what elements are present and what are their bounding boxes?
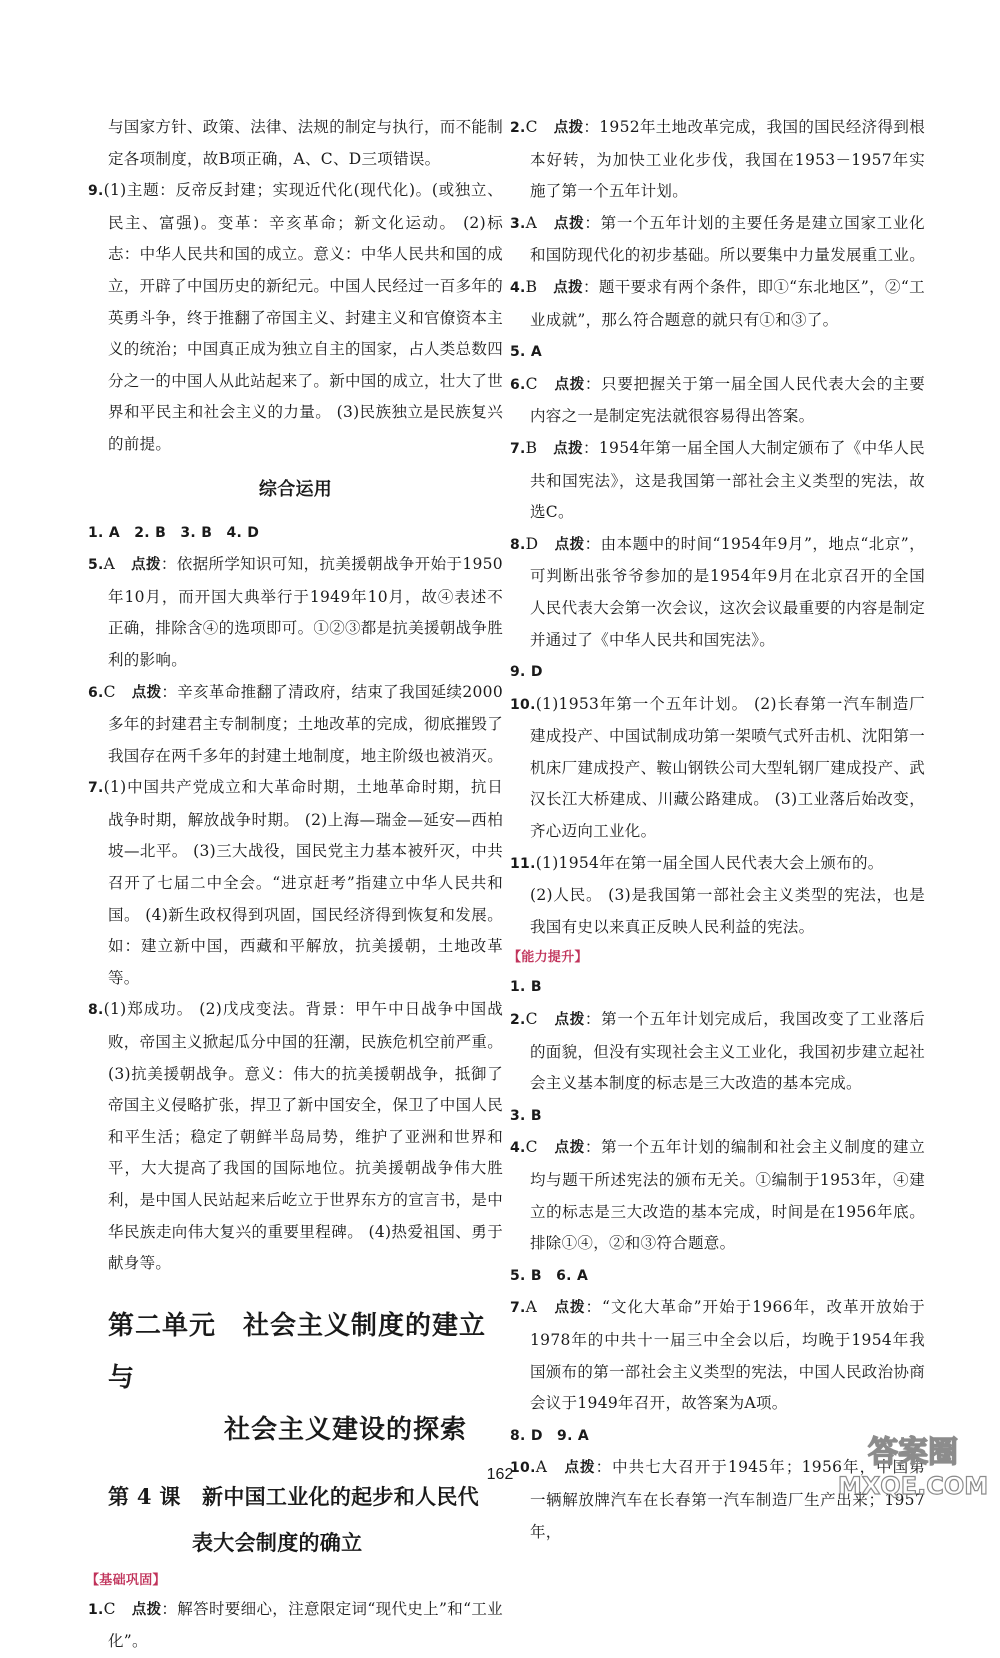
left-column: [88, 112, 503, 1658]
ability-improvement-tag: 【能力提升】: [508, 950, 588, 966]
answer-item-11: 11.(1)1954年在第一届全国人民代表大会上颁布的。: [510, 853, 884, 872]
ability-answer-item-1: 1. B: [510, 979, 542, 996]
answer-continuation: 与国家方针、政策、法律、法规的制定与执行，而不能制定各项制度，故B项正确，A、C、D三项错误。: [108, 118, 504, 168]
ability-answer-item-3: 3. B: [510, 1107, 542, 1124]
ability-answer-item-7: 7.A 点拨：“文化大革命”开始于1966年，改革开放始于1978年的中共十一届三中全会以后，均晚于1954年我国颁布的第一部社会主义类型的宪法，中国人民政治协商会议于1949年召开，故答案为A项。: [510, 1298, 926, 1413]
right-column: [510, 112, 925, 1548]
answer-item-8-cont: (3)抗美援朝战争。意义：伟大的抗美援朝战争，抵御了帝国主义侵略扩张，捍卫了新中国安全，保卫了中国人民和平生活；稳定了朝鲜半岛局势，维护了亚洲和世界和平，大大提高了我国的国际地位。抗美援朝战争伟大胜利，是中国人民站起来后屹立于世界东方的宣言书，是中华民族走向伟大复兴的重要里程碑。 (4)热爱祖国、勇于献身等。: [108, 1064, 504, 1273]
answer-item-11-cont: (2)人民。 (3)是我国第一部社会主义类型的宪法，也是我国有史以来真正反映人民利益的宪法。: [530, 886, 925, 936]
answer-item-6: 6.C 点拨：辛亥革命推翻了清政府，结束了我国延续2000多年的封建君主专制制度；土地改革的完成，彻底摧毁了我国存在两千多年的封建土地制度，地主阶级也被消灭。: [88, 682, 504, 765]
answer-item-7: 7.(1)中国共产党成立和大革命时期，土地革命时期，抗日战争时期，解放战争时期。 (2)上海—瑞金—延安—西柏坡—北平。 (3)三大战役，国民党主力基本被歼灭，中共召开了七届二中全会。“进京赶考”指建立中华人民共和国。 (4)新生政权得到巩固，国民经济得到恢复和发展。如：建立新中国，西藏和平解放，抗美援朝，土地改革等。: [88, 778, 503, 987]
answer-item-7: 7.B 点拨：1954年第一届全国人大制定颁布了《中华人民共和国宪法》，这是我国第一部社会主义类型的宪法，故选C。: [510, 438, 925, 522]
section-title: 综合运用: [258, 478, 333, 500]
lesson-title: 第 4 课 新中国工业化的起步和人民代 表大会制度的确立: [108, 1483, 479, 1555]
answer-item-8: 8.(1)郑成功。 (2)戊戌变法。背景：甲午中日战争中国战败，帝国主义掀起瓜分中国的狂潮，民族危机空前严重。: [88, 1000, 504, 1052]
page-number: 162: [486, 1466, 514, 1483]
answer-item-5: 5. A: [510, 344, 542, 361]
watermark-text-en: MXQE.COM: [838, 1472, 988, 1500]
answer-item-8: 8.D 点拨：由本题中的时间“1954年9月”，地点“北京”，可判断出张爷爷参加的是1954年9月在北京召开的全国人民代表大会第一次会议，这次会议最重要的内容是制定并通过了《中华人民共和国宪法》。: [510, 534, 926, 649]
answer-item-2: 2.C 点拨：1952年土地改革完成，我国的国民经济得到根本好转，为加快工业化步伐，我国在1953－1957年实施了第一个五年计划。: [510, 118, 925, 201]
answer-item-3: 3.A 点拨：第一个五年计划的主要任务是建立国家工业化和国防现代化的初步基础。所以要集中力量发展重工业。: [510, 213, 926, 265]
ability-answer-items-8-9: 8. D 9. A: [510, 1427, 590, 1444]
answer-item-10: 10.(1)1953年第一个五年计划。 (2)长春第一汽车制造厂建成投产、中国试制成功第一架喷气式歼击机、沈阳第一机床厂建成投产、鞍山钢铁公司大型轧钢厂建成投产、武汉长江大桥建成、川藏公路建成。 (3)工业落后始改变，齐心迈向工业化。: [510, 694, 926, 841]
basic-consolidation-tag: 【基础巩固】: [86, 1572, 166, 1588]
ability-answer-items-5-6: 5. B 6. A: [510, 1267, 589, 1284]
answer-item-4: 4.B 点拨：题干要求有两个条件，即①“东北地区”，②“工业成就”，那么符合题意的就只有①和③了。: [510, 277, 925, 329]
answer-item-9: 9.(1)主题：反帝反封建；实现近代化(现代化)。(或独立、民主、富强)。变革：辛亥革命；新文化运动。 (2)标志：中华人民共和国的成立。意义：中华人民共和国的成立，开辟了中国历史的新纪元。中国人民经过一百多年的英勇斗争，终于推翻了帝国主义、封建主义和官僚资本主义的统治；中国真正成为独立自主的国家，占人类总数四分之一的中国人从此站起来了。新中国的成立，壮大了世界和平民主和社会主义的力量。 (3)民族独立是民族复兴的前提。: [88, 181, 504, 453]
basic-answer-item-1: 1.C 点拨：解答时要细心，注意限定词“现代史上”和“工业化”。: [88, 1599, 503, 1651]
watermark-text-cn: 答案圈: [868, 1435, 958, 1470]
ability-answer-item-2: 2.C 点拨：第一个五年计划完成后，我国改变了工业落后的面貌，但没有实现社会主义工业化，我国初步建立起社会主义基本制度的标志是三大改造的基本完成。: [510, 1010, 926, 1093]
unit-title: 第二单元 社会主义制度的建立与 社会主义建设的探索: [108, 1310, 487, 1445]
answer-item-5: 5.A 点拨：依据所学知识可知，抗美援朝战争开始于1950年10月，而开国大典举行于1949年10月，故④表述不正确，排除含④的选项即可。①②③都是抗美援朝战争胜利的影响。: [88, 555, 504, 669]
watermark-icon: [838, 1428, 988, 1502]
answer-item-9: 9. D: [510, 664, 543, 681]
answer-items-1-4: 1. A 2. B 3. B 4. D: [88, 524, 260, 541]
answer-item-6: 6.C 点拨：只要把握关于第一届全国人民代表大会的主要内容之一是制定宪法就很容易得出答案。: [510, 374, 925, 426]
ability-answer-item-10: 10.A 点拨：中共七大召开于1945年；1956年，中国第一辆解放牌汽车在长春第一汽车制造厂生产出来；1957年，: [510, 1458, 926, 1541]
watermark-logo: [838, 1428, 988, 1502]
ability-answer-item-4: 4.C 点拨：第一个五年计划的编制和社会主义制度的建立均与题干所述宪法的颁布无关。①编制于1953年，④建立的标志是三大改造的基本完成，时间是在1956年底。排除①④，②和③符合题意。: [510, 1138, 925, 1253]
